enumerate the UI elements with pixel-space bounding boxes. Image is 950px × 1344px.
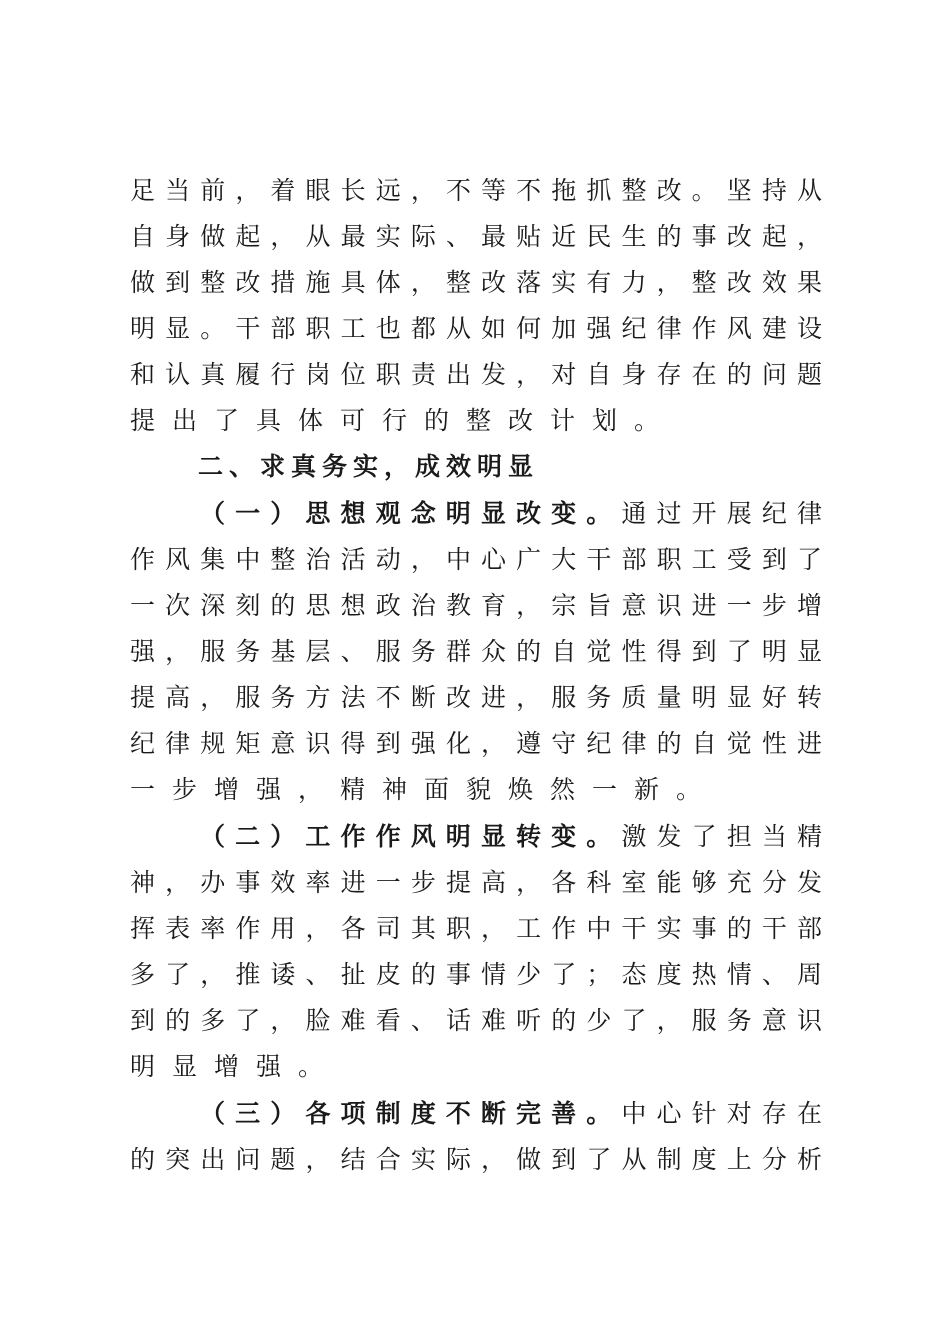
paragraph-line: 提高，服务方法不断改进，服务质量明显好转 — [130, 683, 822, 712]
item-title: （一）思想观念明显改变。 — [200, 499, 622, 528]
item-text: 通过开展纪律 — [621, 499, 822, 528]
item-text: 中心针对存在 — [621, 1099, 822, 1128]
paragraph-line: 明显。干部职工也都从如何加强纪律作风建设 — [130, 314, 822, 343]
paragraph-line: 纪律规矩意识得到强化，遵守纪律的自觉性进 — [130, 729, 822, 758]
section-heading: 二、求真务实，成效明显 — [198, 452, 540, 481]
paragraph-line: 多了，推诿、扯皮的事情少了；态度热情、周 — [130, 960, 822, 989]
paragraph-line: 的突出问题，结合实际，做到了从制度上分析 — [130, 1145, 822, 1174]
paragraph-line: 到的多了，脸难看、话难听的少了，服务意识 — [130, 1006, 822, 1035]
item-first-line — [200, 1091, 822, 1137]
paragraph-line: 一次深刻的思想政治教育，宗旨意识进一步增 — [130, 591, 822, 620]
item-title: （三）各项制度不断完善。 — [200, 1099, 622, 1128]
paragraph-line: 神，办事效率进一步提高，各科室能够充分发 — [130, 868, 822, 897]
paragraph-line: 提出了具体可行的整改计划。 — [130, 406, 677, 435]
item-text: 激发了担当精 — [621, 822, 822, 851]
paragraph-line: 一步增强，精神面貌焕然一新。 — [130, 775, 719, 804]
paragraph-line: 自身做起，从最实际、最贴近民生的事改起， — [130, 222, 822, 251]
paragraph-line: 明显增强。 — [130, 1052, 341, 1081]
item-first-line — [200, 491, 822, 537]
item-title: （二）工作作风明显转变。 — [200, 822, 622, 851]
paragraph-line: 做到整改措施具体，整改落实有力，整改效果 — [130, 268, 822, 297]
paragraph-line: 作风集中整治活动，中心广大干部职工受到了 — [130, 545, 822, 574]
paragraph-line: 挥表率作用，各司其职，工作中干实事的干部 — [130, 914, 822, 943]
paragraph-line: 足当前，着眼长远，不等不拖抓整改。坚持从 — [130, 176, 822, 205]
paragraph-line: 和认真履行岗位职责出发，对自身存在的问题 — [130, 360, 822, 389]
paragraph-line: 强，服务基层、服务群众的自觉性得到了明显 — [130, 637, 822, 666]
item-first-line — [200, 814, 822, 860]
